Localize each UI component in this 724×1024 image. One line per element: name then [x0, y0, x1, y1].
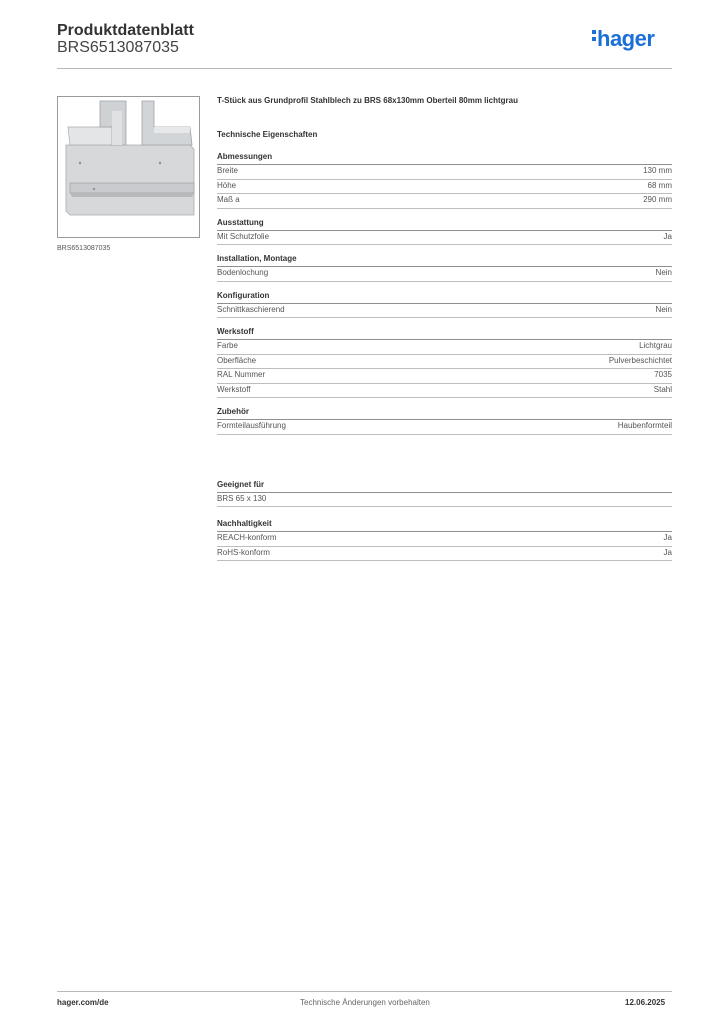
spec-value: Haubenformteil [617, 421, 672, 430]
tech-heading: Technische Eigenschaften [217, 130, 318, 139]
spec-value: Ja [663, 533, 672, 542]
section-title: Werkstoff [217, 327, 672, 340]
section-equipment [217, 218, 672, 246]
spec-label: Formteilausführung [217, 421, 286, 430]
image-caption: BRS6513087035 [57, 245, 111, 252]
footer-date: 12.06.2025 [625, 998, 666, 1007]
spec-value: Nein [655, 304, 672, 314]
section-gap [217, 435, 672, 471]
spec-label: REACH-konform [217, 533, 277, 542]
section-material [217, 327, 672, 398]
spec-value: 290 mm [643, 195, 672, 204]
spec-label: Schnittkaschierend [217, 304, 285, 314]
spec-value: Stahl [653, 384, 672, 394]
spec-label: Oberfläche [217, 355, 257, 365]
section-installation [217, 254, 672, 282]
section-title: Zubehör [217, 407, 672, 420]
spec-label: Farbe [217, 341, 238, 350]
section-title: Abmessungen [217, 152, 672, 165]
header-divider [57, 68, 672, 69]
section-title: Geeignet für [217, 480, 672, 493]
footer-note: Technische Änderungen vorbehalten [300, 998, 430, 1007]
product-title: T-Stück aus Grundprofil Stahlblech zu BRS 68x130mm Oberteil 80mm lichtgrau [217, 96, 518, 105]
spec-label: Breite [217, 166, 238, 175]
spec-row [217, 231, 672, 246]
section-sustainability [217, 519, 672, 561]
spec-value: Nein [655, 268, 672, 277]
page-title: Produktdatenblatt [57, 22, 194, 39]
spec-row [217, 304, 672, 319]
logo-dots-icon [592, 30, 596, 44]
section-title: Konfiguration [217, 291, 672, 304]
spec-row [217, 420, 672, 435]
footer-divider [57, 991, 672, 992]
product-tee-piece-image [58, 97, 199, 237]
spec-row [217, 340, 672, 355]
section-title: Installation, Montage [217, 254, 672, 267]
spec-value: 130 mm [643, 166, 672, 175]
spec-value: Ja [663, 231, 672, 241]
spec-row [217, 180, 672, 195]
spec-label: Mit Schutzfolie [217, 231, 270, 241]
footer-website-link[interactable]: hager.com/de [57, 998, 109, 1007]
spec-value: 7035 [654, 370, 672, 379]
spec-label: Maß a [217, 195, 240, 204]
spec-value: Pulverbeschichtet [608, 355, 672, 365]
spec-row [217, 532, 672, 547]
spec-label: Bodenlochung [217, 268, 269, 277]
spec-row [217, 384, 672, 399]
spec-label: RoHS-konform [217, 547, 270, 557]
spec-value: Ja [663, 547, 672, 557]
product-number: BRS6513087035 [57, 39, 179, 56]
logo-text: hager [597, 26, 655, 51]
spec-row [217, 165, 672, 180]
spec-row [217, 194, 672, 209]
section-accessories [217, 407, 672, 435]
spec-row [217, 493, 672, 508]
section-title: Ausstattung [217, 218, 672, 231]
spec-content [217, 96, 672, 561]
section-suitable-for [217, 480, 672, 508]
spec-label: Höhe [217, 180, 237, 190]
spec-value: 68 mm [647, 180, 672, 190]
hager-logo [592, 28, 654, 50]
spec-row [217, 369, 672, 384]
section-configuration [217, 291, 672, 319]
spec-label: BRS 65 x 130 [217, 493, 267, 503]
spec-row [217, 355, 672, 370]
section-title: Nachhaltigkeit [217, 519, 672, 532]
product-image [57, 96, 200, 238]
section-dimensions [217, 152, 672, 209]
spec-row [217, 267, 672, 282]
spec-label: Werkstoff [217, 384, 251, 394]
spec-value: Lichtgrau [639, 341, 672, 350]
spec-row [217, 547, 672, 562]
spec-label: RAL Nummer [217, 370, 266, 379]
